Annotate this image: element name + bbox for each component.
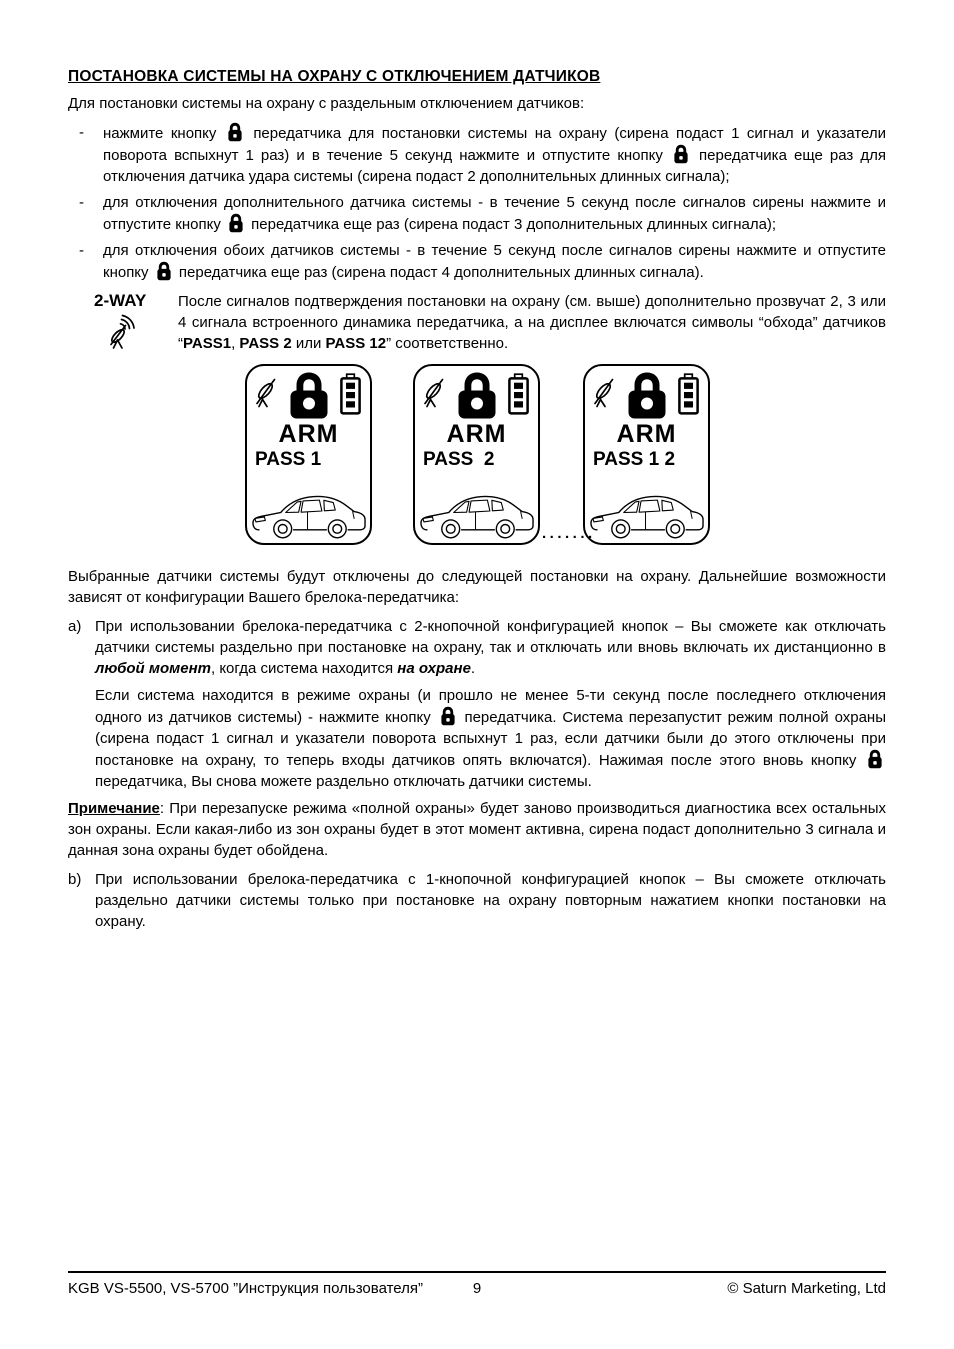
ellipsis-dots: .......	[542, 525, 596, 542]
footer-page-number: 9	[472, 1280, 482, 1297]
footer-copyright: © Saturn Marketing, Ltd	[727, 1280, 886, 1297]
lock-icon	[287, 371, 331, 420]
note-paragraph: Примечание: При перезапуске режима «полной охраны» будет заново производиться диагностика всех остальных зон охраны. Если какая-либо из зон охраны будет в этот момент активна, сирена подаст дополнительно 3 сигнала и данная зона охраны будет обойдена.	[68, 800, 886, 859]
two-way-label: 2-WAY	[94, 291, 147, 310]
bullet-text: для отключения дополнительного датчика системы - в течение 5 секунд после сигналов сирены нажмите и отпустите кнопку передатчика еще раз (сирена подаст 3 дополнительных длинных сигнала);	[103, 194, 886, 233]
transmitter-signal-icon	[108, 314, 178, 350]
battery-icon	[508, 373, 529, 415]
bullet-text: для отключения обоих датчиков системы - в течение 5 секунд после сигналов сирены нажмите и отпустите кнопку передатчика еще раз (сирена подаст 4 дополнительных длинных сигнала).	[103, 242, 886, 281]
paragraph-if-system-armed: Если система находится в режиме охраны (и прошло не менее 5-ти секунд после последнего отключения одного из датчиков системы) - нажмите кнопку передатчика. Система перезапустит режим полной охраны (сирена подаст 1 сигнал и указатели поворота вспыхнут 1 раз, если датчики были до этого отключены при постановке на охрану, то теперь входы датчиков опять включатся). Нажимая после этого вновь кнопку передатчика, Вы снова можете раздельно отключать датчики системы.	[95, 687, 886, 790]
list-item	[68, 122, 886, 187]
display-box-pass12	[583, 364, 710, 545]
lock-button-icon	[227, 122, 243, 142]
footer-document-title: KGB VS-5500, VS-5700 ”Инструкция пользователя”	[68, 1280, 424, 1297]
car-icon	[418, 485, 536, 541]
lock-button-icon	[156, 261, 172, 281]
display-icons-row	[585, 366, 708, 421]
list-item-b	[68, 869, 886, 932]
two-way-badge	[68, 291, 178, 354]
lock-icon	[625, 371, 669, 420]
paragraph-selected-sensors: Выбранные датчики системы будут отключены до следующей постановки на охрану. Дальнейшие возможности зависят от конфигурации Вашего брелока-передатчика:	[68, 568, 886, 606]
bullet-text: нажмите кнопку передатчика для постановки системы на охрану (сирена подаст 1 сигнал и указатели поворота вспыхнут 1 раз) и в течение 5 секунд нажмите и отпустите кнопку передатчика еще раз для отключения датчика удара системы (сирена подаст 2 дополнительных длинных сигнала);	[103, 122, 886, 187]
display-icons-row	[247, 366, 370, 421]
display-box-pass2	[413, 364, 540, 545]
list-item	[68, 240, 886, 283]
display-icons-row	[415, 366, 538, 421]
lock-button-icon	[867, 749, 883, 769]
list-item	[68, 192, 886, 235]
item-text: При использовании брелока-передатчика с 1-кнопочной конфигурацией кнопок – Вы сможете отключать раздельно датчики системы только при постановке на охрану повторным нажатием кнопки постановки на охрану.	[95, 871, 886, 930]
car-icon	[250, 485, 368, 541]
display-box-pass1	[245, 364, 372, 545]
pass-label: PASS 2	[423, 449, 495, 470]
two-way-text: После сигналов подтверждения постановки на охрану (см. выше) дополнительно прозвучат 2, 3 или 4 сигнала встроенного динамика передатчика, а на дисплее включатся символы “обхода” датчиков “PASS1, PASS 2 или PASS 12” соответственно.	[178, 293, 886, 352]
page-footer	[68, 1271, 886, 1299]
arm-label: ARM	[616, 420, 677, 448]
two-way-section	[68, 291, 886, 354]
page-title: ПОСТАНОВКА СИСТЕМЫ НА ОХРАНУ С ОТКЛЮЧЕНИЕМ ДАТЧИКОВ	[68, 68, 601, 85]
bullet-list	[68, 122, 886, 283]
list-item-a	[68, 616, 886, 679]
battery-icon	[340, 373, 361, 415]
item-marker: a)	[68, 618, 82, 635]
lock-button-icon	[228, 213, 244, 233]
bullet-dash: -	[79, 124, 84, 141]
car-icon	[588, 485, 706, 541]
display-diagrams	[68, 364, 886, 560]
pass-label: PASS 1 2	[593, 449, 676, 470]
bullet-dash: -	[79, 242, 84, 259]
satellite-antenna-icon	[593, 377, 616, 408]
pass-label: PASS 1	[255, 449, 322, 470]
item-text: При использовании брелока-передатчика с 2-кнопочной конфигурацией кнопок – Вы сможете как отключать датчики системы раздельно при постановке на охрану, так и отключать или вновь включать их дистанционно в любой момент, когда система находится на охране.	[95, 618, 886, 677]
bullet-dash: -	[79, 194, 84, 211]
intro-paragraph: Для постановки системы на охрану с раздельным отключением датчиков:	[68, 95, 585, 112]
item-marker: b)	[68, 871, 82, 888]
lock-button-icon	[440, 706, 456, 726]
page-content	[68, 66, 886, 932]
arm-label: ARM	[446, 420, 507, 448]
arm-label: ARM	[278, 420, 339, 448]
lock-button-icon	[673, 144, 689, 164]
satellite-antenna-icon	[255, 377, 278, 408]
satellite-antenna-icon	[423, 377, 446, 408]
battery-icon	[678, 373, 699, 415]
lock-icon	[455, 371, 499, 420]
